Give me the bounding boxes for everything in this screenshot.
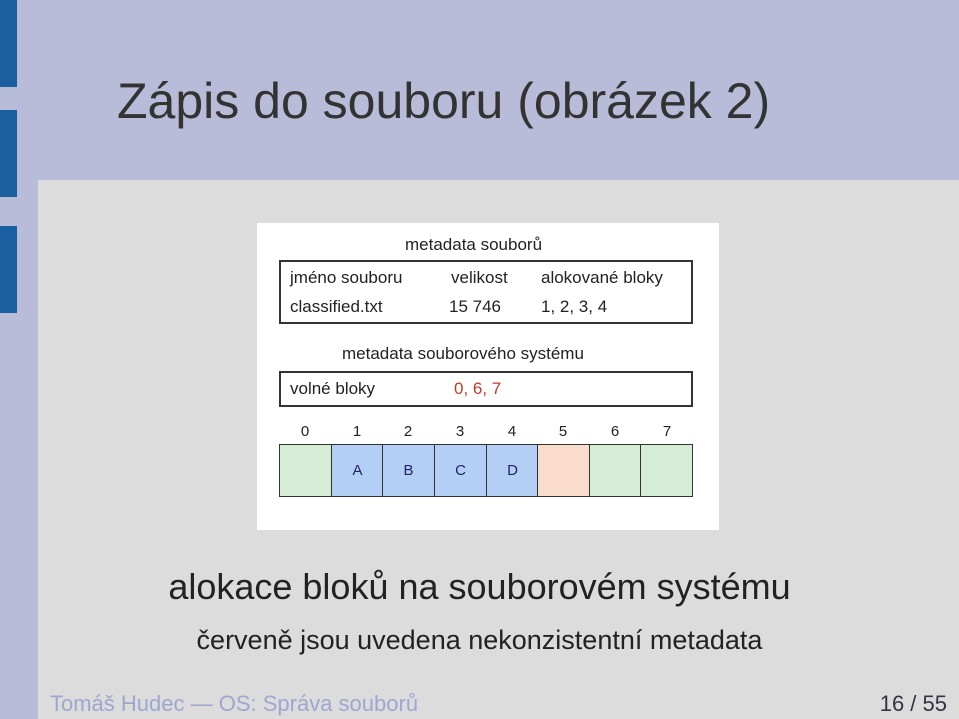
block-index: 3 bbox=[455, 423, 465, 440]
column-header-blocks: alokované bloky bbox=[541, 268, 663, 287]
file-blocks-cell: 1, 2, 3, 4 bbox=[541, 297, 608, 316]
accent-bar bbox=[0, 110, 17, 197]
block-index: 5 bbox=[558, 423, 568, 440]
footer-author-topic: Tomáš Hudec — OS: Správa souborů bbox=[50, 691, 419, 716]
block-allocation-figure bbox=[257, 223, 719, 530]
block-index: 2 bbox=[403, 423, 413, 440]
accent-bar bbox=[0, 226, 17, 313]
block-index: 7 bbox=[662, 423, 672, 440]
accent-bar bbox=[0, 0, 17, 87]
file-name-cell: classified.txt bbox=[290, 297, 383, 316]
figure-caption: alokace bloků na souborovém systému bbox=[168, 566, 791, 607]
fs-metadata-heading: metadata souborového systému bbox=[342, 344, 584, 363]
figure-note: červeně jsou uvedena nekonzistentní metadata bbox=[196, 625, 763, 655]
slide-title: Zápis do souboru (obrázek 2) bbox=[117, 73, 771, 129]
block-index: 6 bbox=[610, 423, 620, 440]
block-index: 1 bbox=[352, 423, 362, 440]
free-blocks-value: 0, 6, 7 bbox=[454, 379, 502, 398]
disk-block-4: D bbox=[486, 444, 539, 497]
free-blocks-label: volné bloky bbox=[290, 379, 376, 398]
disk-block-5 bbox=[537, 444, 590, 497]
disk-block-3: C bbox=[434, 444, 487, 497]
disk-block-7 bbox=[640, 444, 693, 497]
file-metadata-heading: metadata souborů bbox=[405, 235, 543, 254]
file-size-cell: 15 746 bbox=[449, 297, 501, 316]
disk-block-6 bbox=[589, 444, 642, 497]
block-index: 4 bbox=[507, 423, 517, 440]
page-number: 16 / 55 bbox=[879, 691, 947, 716]
block-index: 0 bbox=[300, 423, 310, 440]
disk-block-0 bbox=[279, 444, 332, 497]
column-header-name: jméno souboru bbox=[290, 268, 403, 287]
disk-block-1: A bbox=[331, 444, 384, 497]
disk-block-2: B bbox=[382, 444, 435, 497]
column-header-size: velikost bbox=[451, 268, 508, 287]
